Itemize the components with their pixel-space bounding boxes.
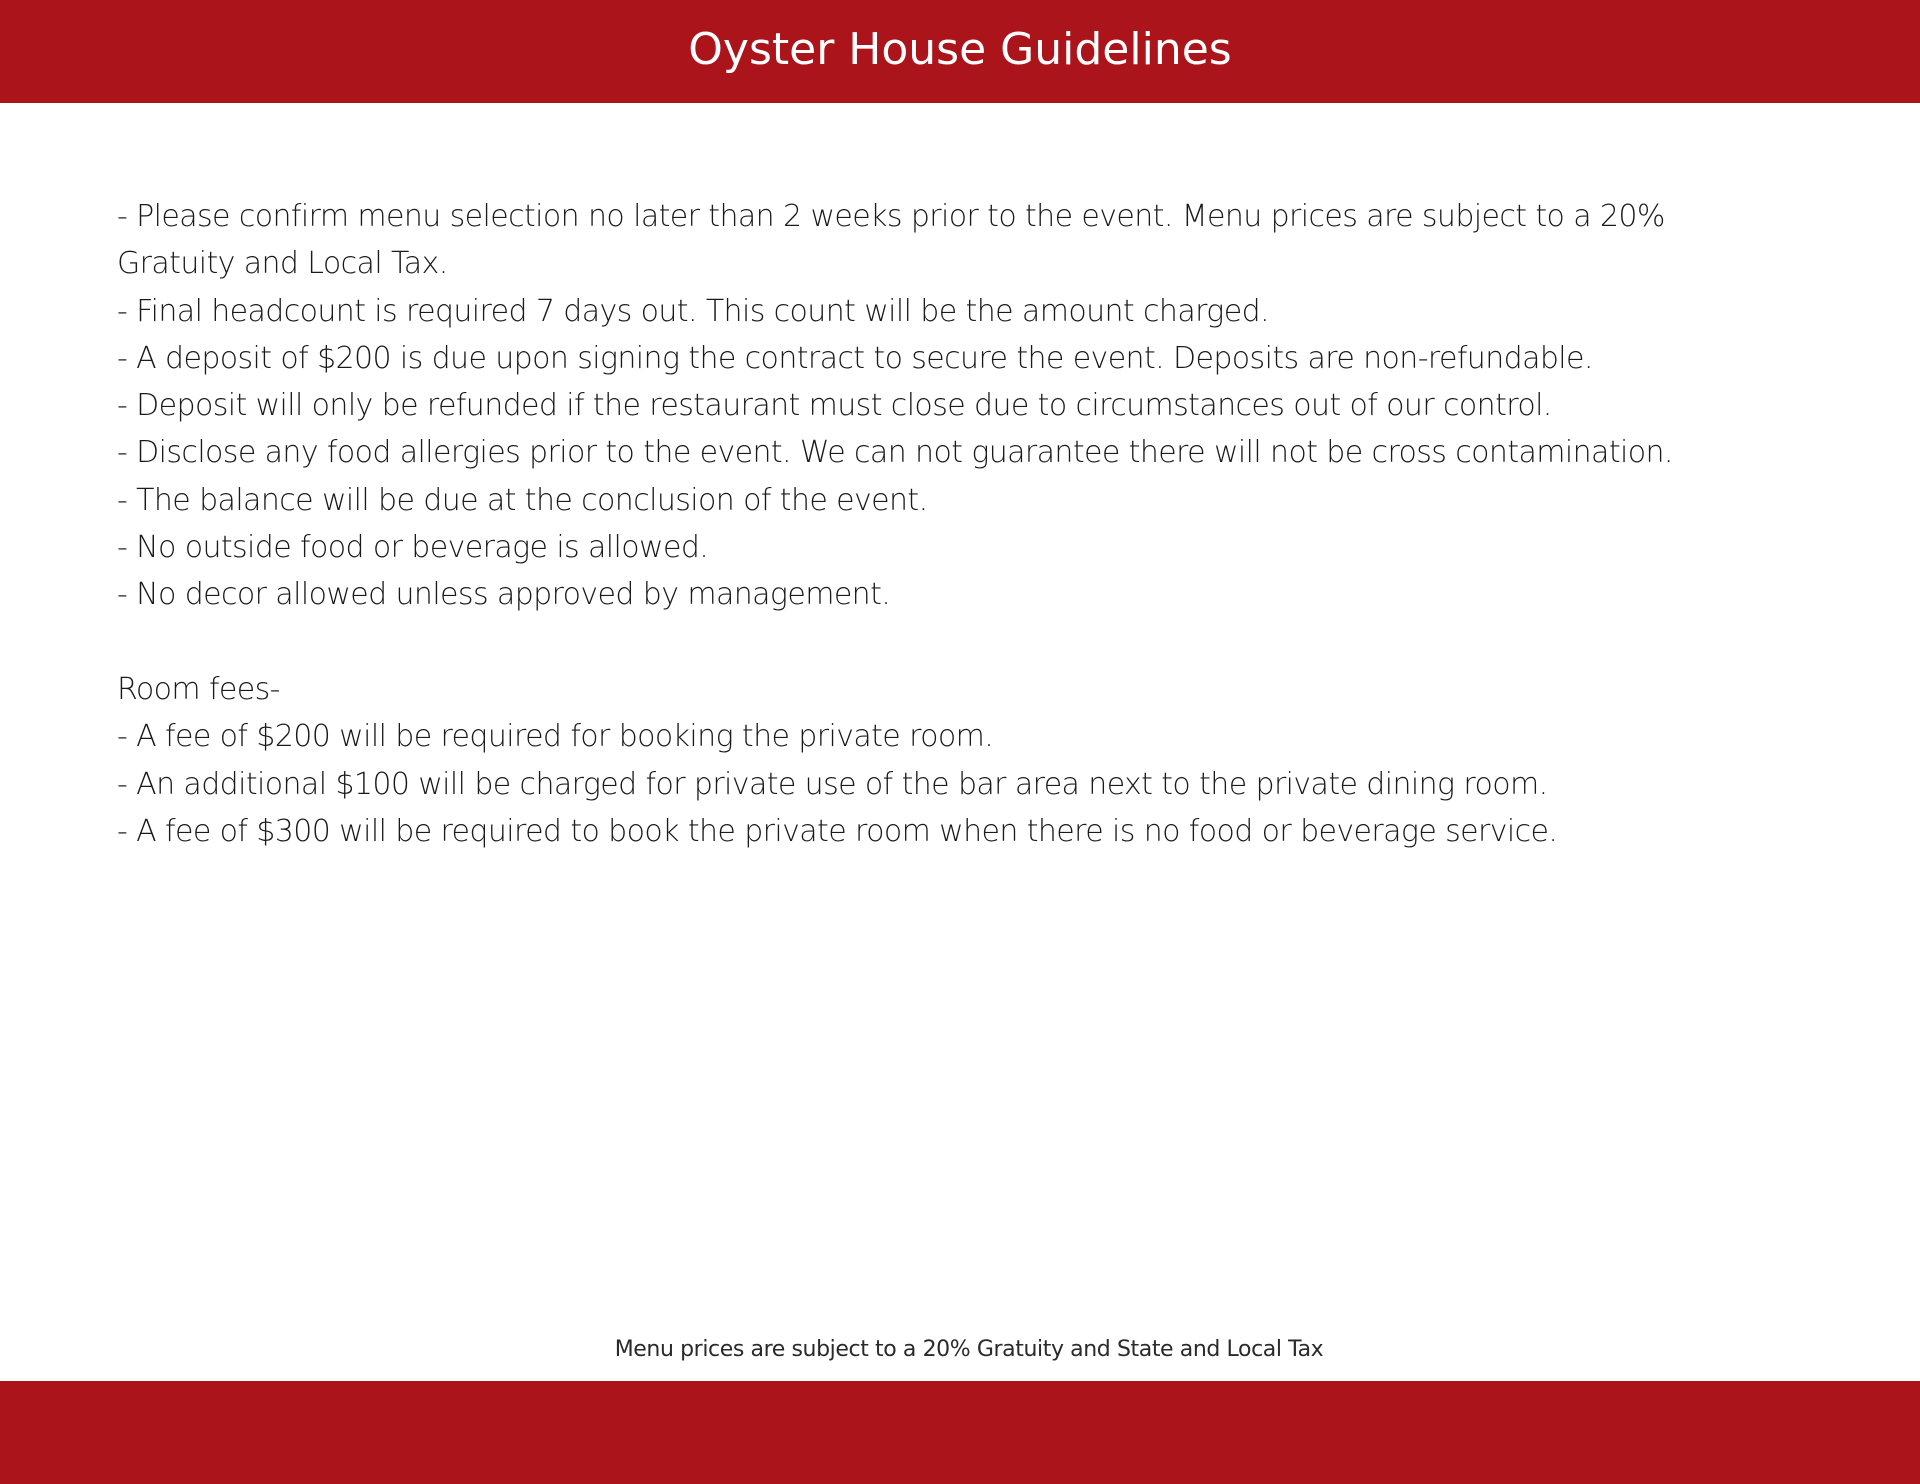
header-bar <box>0 0 1920 103</box>
guideline-line: - Deposit will only be refunded if the restaurant must close due to circumstances out of our control. <box>117 388 1552 424</box>
guidelines-content <box>117 193 1877 855</box>
room-fees-heading: Room fees- <box>117 671 280 707</box>
room-fee-item: - An additional $100 will be charged for private use of the bar area next to the private dining room. <box>117 766 1548 802</box>
guideline-line: - Final headcount is required 7 days out. This count will be the amount charged. <box>117 293 1269 329</box>
footer-bar <box>0 1381 1920 1484</box>
guideline-line: - Please confirm menu selection no later than 2 weeks prior to the event. Menu prices are subject to a 20% <box>117 199 1665 234</box>
guideline-line: - The balance will be due at the conclusion of the event. <box>117 482 928 518</box>
guideline-line: Gratuity and Local Tax. <box>117 246 448 282</box>
guideline-line: - No decor allowed unless approved by management. <box>117 577 891 613</box>
room-fee-item: - A fee of $200 will be required for booking the private room. <box>117 719 994 755</box>
guideline-line: - No outside food or beverage is allowed. <box>117 530 709 566</box>
section-spacer <box>117 619 1877 666</box>
room-fee-item: - A fee of $300 will be required to book the private room when there is no food or beverage service. <box>117 813 1558 849</box>
guideline-line: - Disclose any food allergies prior to the event. We can not guarantee there will not be cross contamination. <box>117 435 1673 471</box>
footer-note: Menu prices are subject to a 20% Gratuity and State and Local Tax <box>614 1337 1324 1362</box>
page-title: Oyster House Guidelines <box>688 24 1232 75</box>
guideline-line: - A deposit of $200 is due upon signing the contract to secure the event. Deposits are non-refundable. <box>117 340 1593 376</box>
